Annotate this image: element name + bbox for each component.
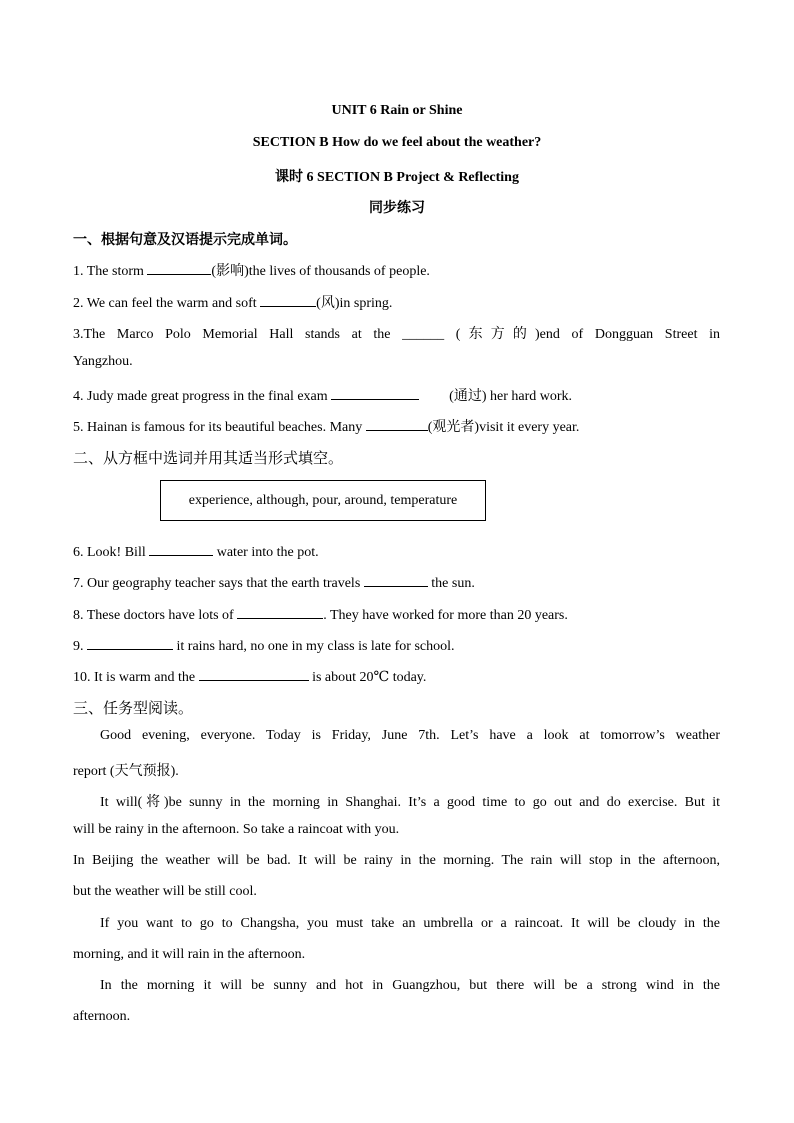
- q1-text-after: (影响)the lives of thousands of people.: [211, 264, 430, 279]
- part3-heading: 三、任务型阅读。: [73, 699, 194, 717]
- question-4: [73, 385, 572, 405]
- question-8: [73, 604, 568, 624]
- q8-text-before: 8. These doctors have lots of: [73, 608, 238, 623]
- passage-p4-line1: If you want to go to Changsha, you must take an umbrella or a raincoat. It will be cloudy in the: [100, 916, 720, 931]
- q5-text-before: 5. Hainan is famous for its beautiful beaches. Many: [73, 420, 366, 435]
- question-7: [73, 572, 475, 592]
- q2-text-before: 2. We can feel the warm and soft: [73, 296, 261, 311]
- q5-blank[interactable]: [366, 416, 428, 431]
- passage-p5-line2: afternoon.: [73, 1009, 131, 1024]
- section-title: SECTION B How do we feel about the weather?: [252, 135, 542, 150]
- q4-text-before: 4. Judy made great progress in the final exam: [73, 389, 332, 404]
- q4-text-after: (通过) her hard work.: [449, 389, 573, 404]
- passage-p2-line1: It will(将)be sunny in the morning in Shanghai. It’s a good time to go out and do exercise. But it: [100, 795, 720, 810]
- passage-p1-line2: report (天气预报).: [73, 764, 179, 779]
- passage-p2-line2: will be rainy in the afternoon. So take a raincoat with you.: [73, 822, 400, 837]
- question-6: [73, 541, 319, 561]
- q6-blank[interactable]: [149, 541, 213, 556]
- unit-title: UNIT 6 Rain or Shine: [331, 103, 463, 118]
- q10-blank[interactable]: [199, 666, 309, 681]
- question-3-line-2: Yangzhou.: [73, 354, 133, 369]
- question-2: [73, 292, 392, 312]
- part2-heading: 二、从方框中选词并用其适当形式填空。: [73, 449, 344, 467]
- q9-text-before: 9.: [73, 639, 87, 654]
- practice-title: 同步练习: [369, 201, 425, 216]
- word-box-text: experience, although, pour, around, temperature: [188, 492, 458, 508]
- passage-p5-line1: In the morning it will be sunny and hot in Guangzhou, but there will be a strong wind in the: [100, 978, 720, 993]
- q7-text-before: 7. Our geography teacher says that the earth travels: [73, 576, 364, 591]
- question-5: [73, 416, 579, 436]
- q10-text-before: 10. It is warm and the: [73, 670, 199, 685]
- q1-text-before: 1. The storm: [73, 264, 148, 279]
- question-9: [73, 635, 455, 655]
- passage-p4-line2: morning, and it will rain in the afternoon.: [73, 947, 306, 962]
- q8-text-after: . They have worked for more than 20 years.: [323, 608, 568, 623]
- question-10: [73, 666, 426, 686]
- q10-text-after: is about 20℃ today.: [308, 670, 427, 685]
- question-3-line-1: 3.The Marco Polo Memorial Hall stands at the ______ (东方的)end of Dongguan Street in: [73, 327, 720, 342]
- passage-p3-line2: but the weather will be still cool.: [73, 884, 257, 899]
- q4-blank[interactable]: [331, 385, 419, 400]
- passage-p1-line1: Good evening, everyone. Today is Friday, June 7th. Let’s have a look at tomorrow’s weather: [100, 728, 720, 743]
- q7-blank[interactable]: [364, 572, 428, 587]
- lesson-title: 课时 6 SECTION B Project & Reflecting: [275, 170, 519, 185]
- word-box: [160, 480, 486, 521]
- q1-blank[interactable]: [147, 260, 211, 275]
- q9-text-after: it rains hard, no one in my class is late for school.: [173, 639, 455, 654]
- q7-text-after: the sun.: [427, 576, 475, 591]
- q8-blank[interactable]: [237, 604, 323, 619]
- question-1: [73, 260, 430, 280]
- q9-blank[interactable]: [87, 635, 173, 650]
- q2-text-after: (风)in spring.: [316, 296, 393, 311]
- q5-text-after: (观光者)visit it every year.: [427, 420, 580, 435]
- q2-blank[interactable]: [260, 292, 316, 307]
- q6-text-before: 6. Look! Bill: [73, 545, 150, 560]
- passage-p3-line1: In Beijing the weather will be bad. It will be rainy in the morning. The rain will stop in the afternoon,: [73, 853, 720, 868]
- part1-heading: 一、根据句意及汉语提示完成单词。: [73, 232, 297, 248]
- q6-text-after: water into the pot.: [213, 545, 319, 560]
